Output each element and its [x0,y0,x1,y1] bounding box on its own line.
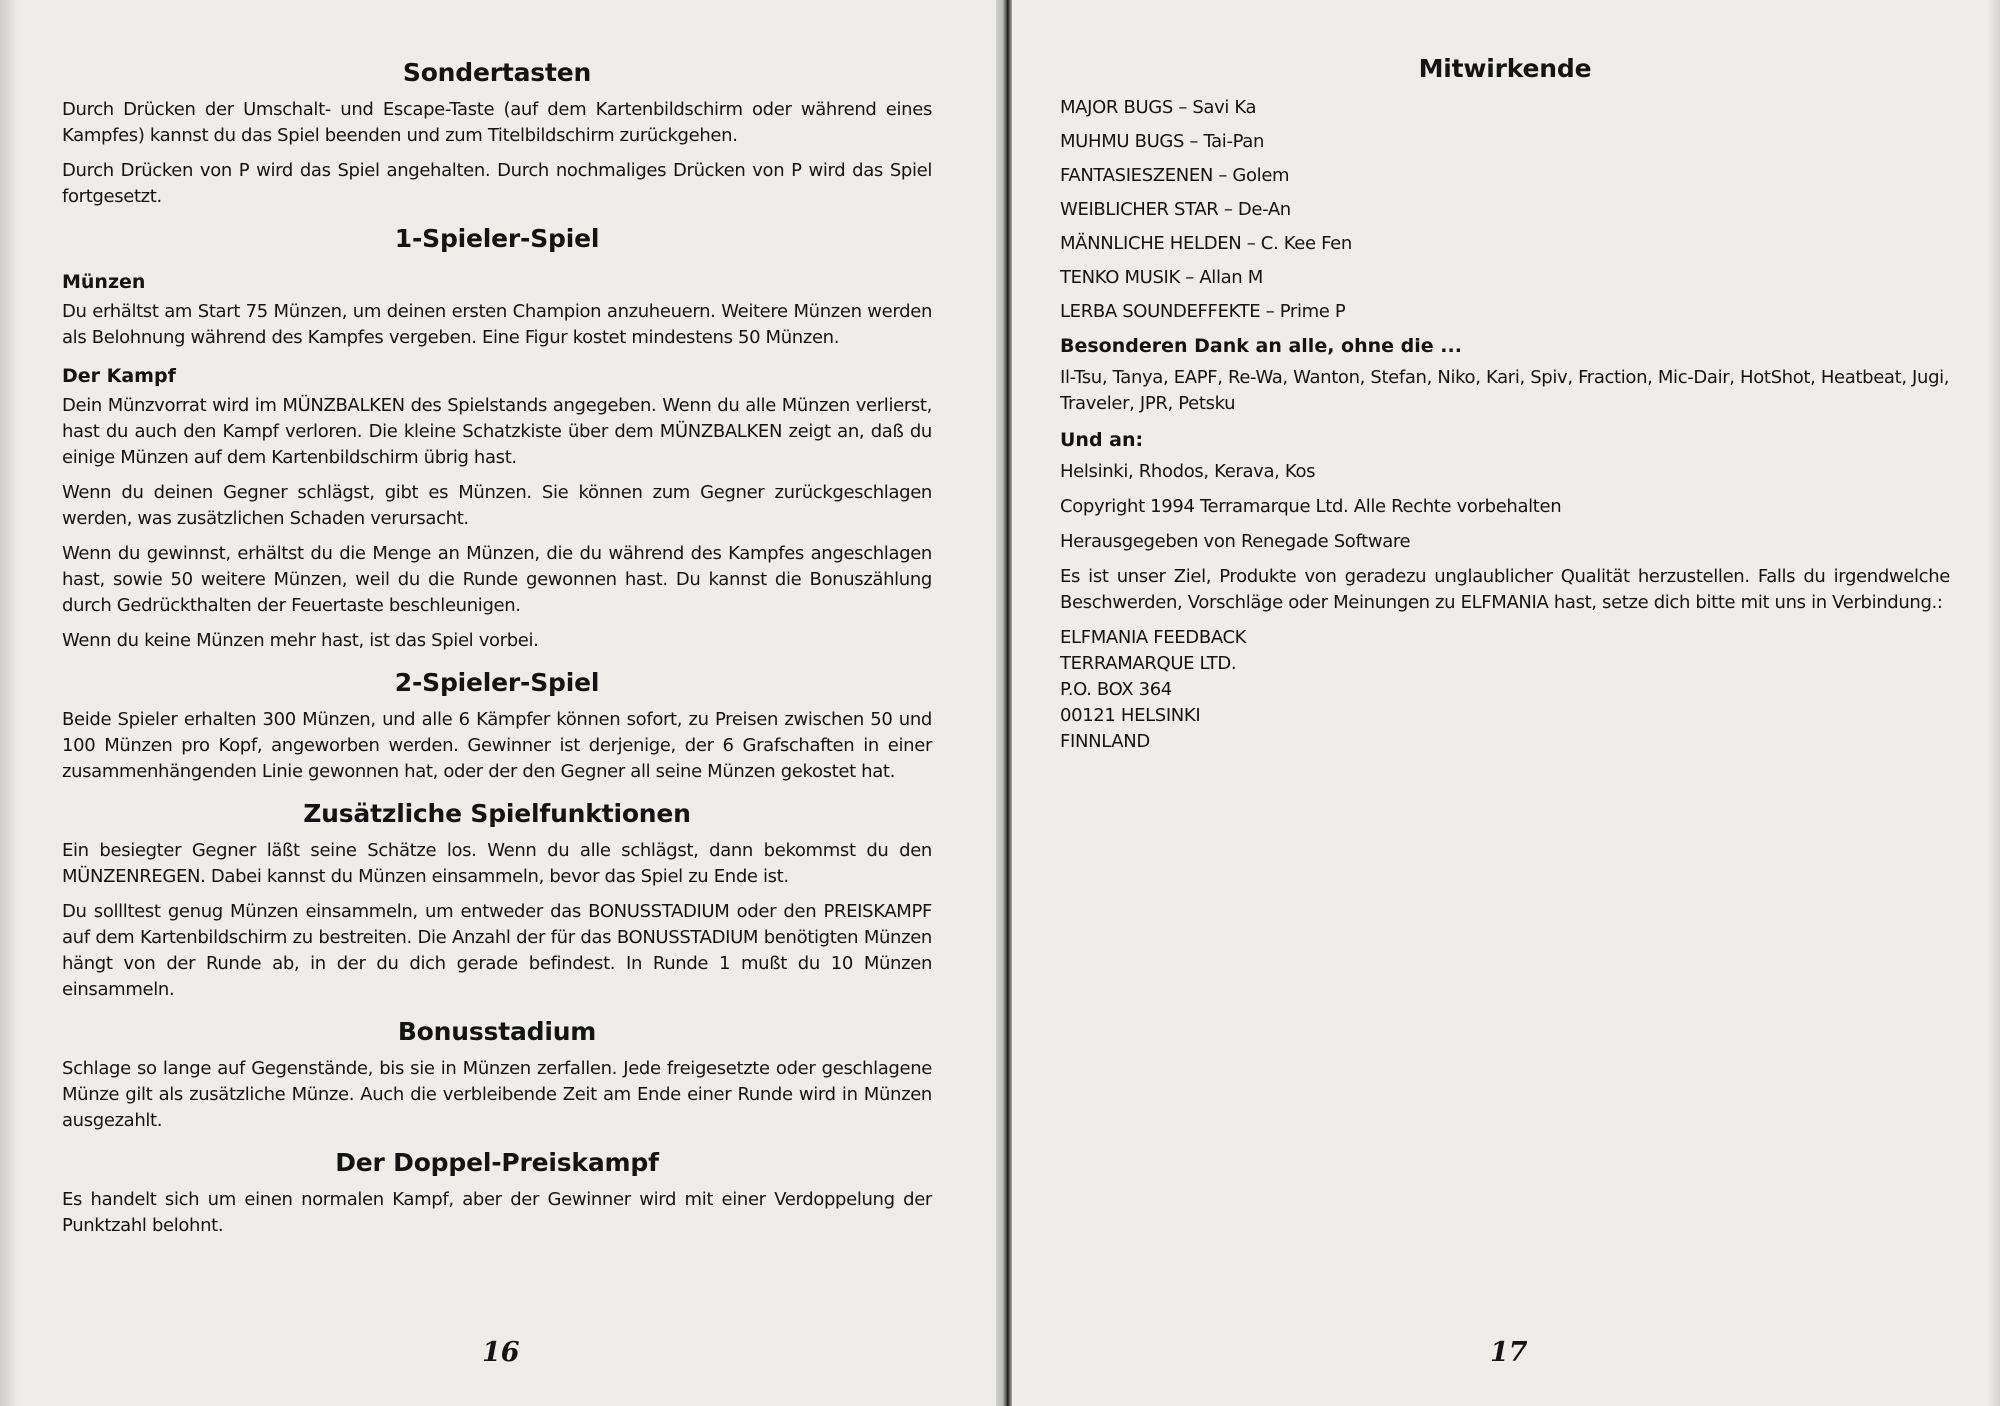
paragraph: Dein Münzvorrat wird im MÜNZBALKEN des Spielstands angegeben. Wenn du alle Münzen verlierst, hast du auch den Kampf verloren. Die kleine Schatzkiste über dem MÜNZBALKEN zeigt an, daß du einige Münzen auf dem Kartenbildschirm übrig hast. [62,395,932,468]
section-heading-bonusstadium: Bonusstadium [397,1017,597,1046]
paragraph: Beide Spieler erhalten 300 Münzen, und alle 6 Kämpfer können sofort, zu Preisen zwischen 50 und 100 Münzen pro Kopf, angeworben werden. Gewinner ist derjenige, der 6 Grafschaften in einer zusammenhängenden Linie gewonnen hat, oder der den Gegner all seine Münzen gekostet hat. [62,709,932,782]
subheading-der-kampf: Der Kampf [62,365,176,387]
address-line: P.O. BOX 364 [1060,679,1172,700]
feedback-paragraph: Es ist unser Ziel, Produkte von geradezu unglaublicher Qualität herzustellen. Falls du irgendwelche Beschwerden, Vorschläge oder Meinungen zu ELFMANIA hast, setze dich bitte mit uns in Verbindung.: [1060,566,1950,613]
address-line: 00121 HELSINKI [1060,705,1201,726]
copyright: Copyright 1994 Terramarque Ltd. Alle Rechte vorbehalten [1060,496,1562,517]
subheading-und-an: Und an: [1060,429,1144,451]
paragraph: Ein besiegter Gegner läßt seine Schätze los. Wenn du alle schlägst, dann bekommst du den MÜNZENREGEN. Dabei kannst du Münzen einsammeln, bevor das Spiel zu Ende ist. [62,840,932,887]
paragraph: Du sollltest genug Münzen einsammeln, um entweder das BONUSSTADIUM oder den PREISKAMPF auf dem Kartenbildschirm zu bestreiten. Die Anzahl der für das BONUSSTADIUM benötigten Münzen hängt von der Runde ab, in der du dich gerade befindest. In Runde 1 mußt du 10 Münzen einsammeln. [62,901,932,1000]
address-block [1060,625,1950,755]
address-line: TERRAMARQUE LTD. [1060,653,1237,674]
page-edge [0,0,18,1406]
left-column [62,58,932,1248]
right-page [1012,0,2000,1406]
section-heading-sondertasten: Sondertasten [402,58,592,87]
section-heading-2-spieler: 2-Spieler-Spiel [394,668,600,697]
paragraph: Wenn du gewinnst, erhältst du die Menge an Münzen, die du während des Kampfes angeschlagen hast, sowie 50 weitere Münzen, weil du die Runde gewonnen hast. Du kannst die Bonuszählung durch Gedrückthalten der Feuertaste beschleunigen. [62,543,932,616]
credit-line: LERBA SOUNDEFFEKTE – Prime P [1060,301,1346,322]
credit-line: MAJOR BUGS – Savi Ka [1060,97,1257,118]
paragraph: Es handelt sich um einen normalen Kampf, aber der Gewinner wird mit einer Verdoppelung der Punktzahl belohnt. [62,1189,932,1236]
credit-line: MUHMU BUGS – Tai-Pan [1060,131,1265,152]
address-line: FINNLAND [1060,731,1150,752]
credit-line: TENKO MUSIK – Allan M [1060,267,1263,288]
section-heading-1-spieler: 1-Spieler-Spiel [394,224,600,253]
thanks-names: Il-Tsu, Tanya, EAPF, Re-Wa, Wanton, Stefan, Niko, Kari, Spiv, Fraction, Mic-Dair, HotShot, Heatbeat, Jugi, Traveler, JPR, Petsku [1060,367,1950,414]
paragraph: Durch Drücken von P wird das Spiel angehalten. Durch nochmaliges Drücken von P wird das Spiel fortgesetzt. [62,160,932,207]
page-edge [1988,0,2000,1406]
publisher: Herausgegeben von Renegade Software [1060,531,1411,552]
right-column [1060,54,1950,755]
page-number: 17 [1490,1337,1528,1368]
subheading-muenzen: Münzen [62,271,146,293]
subheading-thanks: Besonderen Dank an alle, ohne die ... [1060,335,1462,357]
paragraph: Wenn du keine Münzen mehr hast, ist das Spiel vorbei. [62,630,539,651]
section-heading-doppel-preiskampf: Der Doppel-Preiskampf [335,1148,659,1177]
credit-line: FANTASIESZENEN – Golem [1060,165,1290,186]
paragraph: Wenn du deinen Gegner schlägst, gibt es Münzen. Sie können zum Gegner zurückgeschlagen werden, was zusätzlichen Schaden verursacht. [62,482,932,529]
paragraph: Durch Drücken der Umschalt- und Escape-Taste (auf dem Kartenbildschirm oder während eines Kampfes) kannst du das Spiel beenden und zum Titelbildschirm zurückgehen. [62,99,932,146]
credits-list [1060,95,1950,325]
page-number: 16 [482,1337,520,1368]
paragraph: Du erhältst am Start 75 Münzen, um deinen ersten Champion anzuheuern. Weitere Münzen werden als Belohnung während des Kampfes vergeben. Eine Figur kostet mindestens 50 Münzen. [62,301,932,348]
section-heading-zusaetzliche: Zusätzliche Spielfunktionen [303,799,691,828]
credit-line: MÄNNLICHE HELDEN – C. Kee Fen [1060,233,1352,254]
section-heading-mitwirkende: Mitwirkende [1418,54,1592,83]
paragraph: Schlage so lange auf Gegenstände, bis sie in Münzen zerfallen. Jede freigesetzte oder geschlagene Münze gilt als zusätzliche Münze. Auch die verbleibende Zeit am Ende einer Runde wird in Münzen ausgezahlt. [62,1058,932,1131]
places: Helsinki, Rhodos, Kerava, Kos [1060,461,1316,482]
credit-line: WEIBLICHER STAR – De-An [1060,199,1291,220]
address-line: ELFMANIA FEEDBACK [1060,627,1247,648]
